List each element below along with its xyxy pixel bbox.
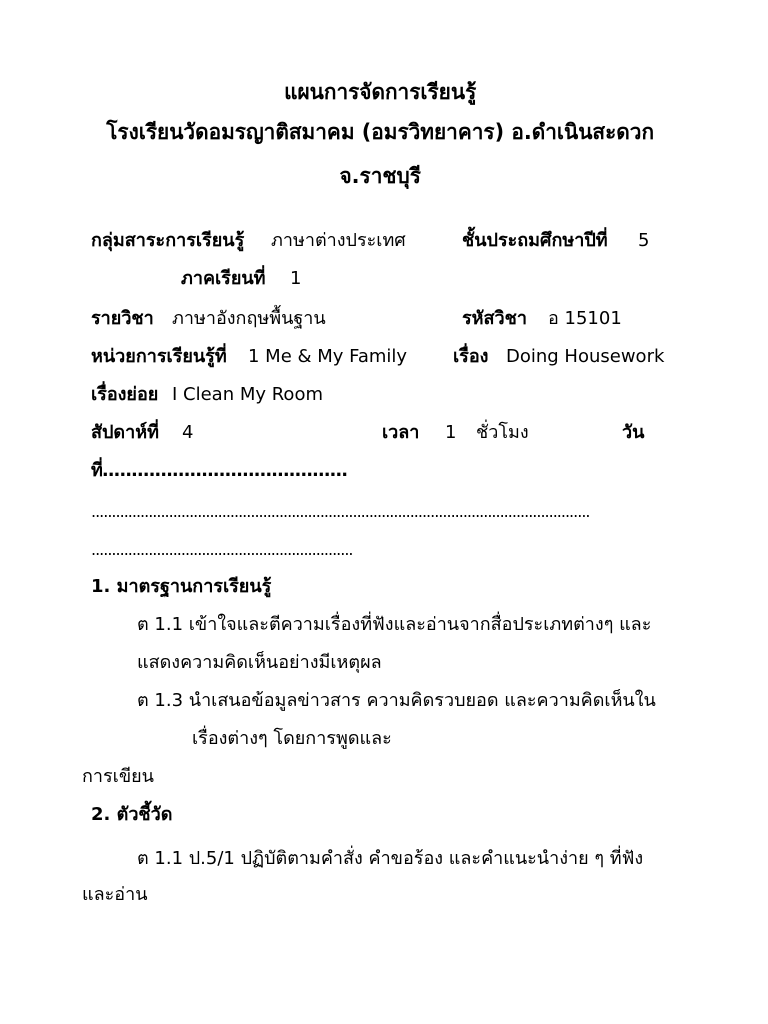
date-line: ที่.......................................... (91, 460, 348, 481)
standard-1-1-line2: แสดงความคิดเห็นอย่างมีเหตุผล (137, 652, 382, 673)
standard-1-3-line2: เรื่องต่างๆ โดยการพูดและ (192, 728, 392, 749)
standard-1-3-line3: การเขียน (82, 766, 154, 787)
unit-value: 1 Me & My Family (248, 346, 408, 367)
week-label: สัปดาห์ที่ (91, 422, 159, 443)
group-value: ภาษาต่างประเทศ (271, 230, 406, 251)
subtopic-value: I Clean My Room (172, 384, 323, 405)
indicator-1-1-line1: ต 1.1 ป.5/1 ปฏิบัติตามคำสั่ง คำขอร้อง และคำแนะนำง่าย ๆ ที่ฟัง (137, 848, 644, 869)
school-name: โรงเรียนวัดอมรญาติสมาคม (อมรวิทยาคาร) อ.ดำเนินสะดวก (106, 120, 655, 144)
group-label: กลุ่มสาระการเรียนรู้ (91, 230, 245, 251)
indicator-1-1-line2: และอ่าน (82, 884, 148, 905)
province: จ.ราชบุรี (339, 164, 421, 188)
code-value: อ 15101 (548, 308, 622, 329)
grade-value: 5 (638, 230, 650, 251)
grade-label: ชั้นประถมศึกษาปีที่ (462, 230, 608, 251)
subtopic-label: เรื่องย่อย (91, 384, 159, 405)
plan-title: แผนการจัดการเรียนรู้ (284, 80, 477, 104)
topic-value: Doing Housework (506, 346, 665, 367)
time-unit: ชั่วโมง (476, 422, 529, 443)
week-value: 4 (182, 422, 194, 443)
dotted-line-2: ................................................................ (91, 540, 353, 559)
semester-value: 1 (290, 268, 302, 289)
subject-label: รายวิชา (91, 308, 154, 329)
semester-label: ภาคเรียนที่ (181, 268, 266, 289)
section2-heading: 2. ตัวชี้วัด (91, 804, 173, 825)
time-value: 1 (445, 422, 457, 443)
dotted-line-1: .......................................................................................................................... (91, 502, 590, 521)
code-label: รหัสวิชา (462, 308, 527, 329)
subject-value: ภาษาอังกฤษพื้นฐาน (172, 308, 326, 329)
time-label: เวลา (382, 422, 420, 443)
date-label: วัน (622, 422, 645, 443)
section1-heading: 1. มาตรฐานการเรียนรู้ (91, 576, 272, 597)
unit-label: หน่วยการเรียนรู้ที่ (91, 346, 227, 367)
standard-1-3-line1: ต 1.3 นำเสนอข้อมูลข่าวสาร ความคิดรวบยอด และความคิดเห็นใน (137, 690, 656, 711)
topic-label: เรื่อง (453, 346, 489, 367)
standard-1-1-line1: ต 1.1 เข้าใจและตีความเรื่องที่ฟังและอ่านจากสื่อประเภทต่างๆ และ (137, 614, 652, 635)
